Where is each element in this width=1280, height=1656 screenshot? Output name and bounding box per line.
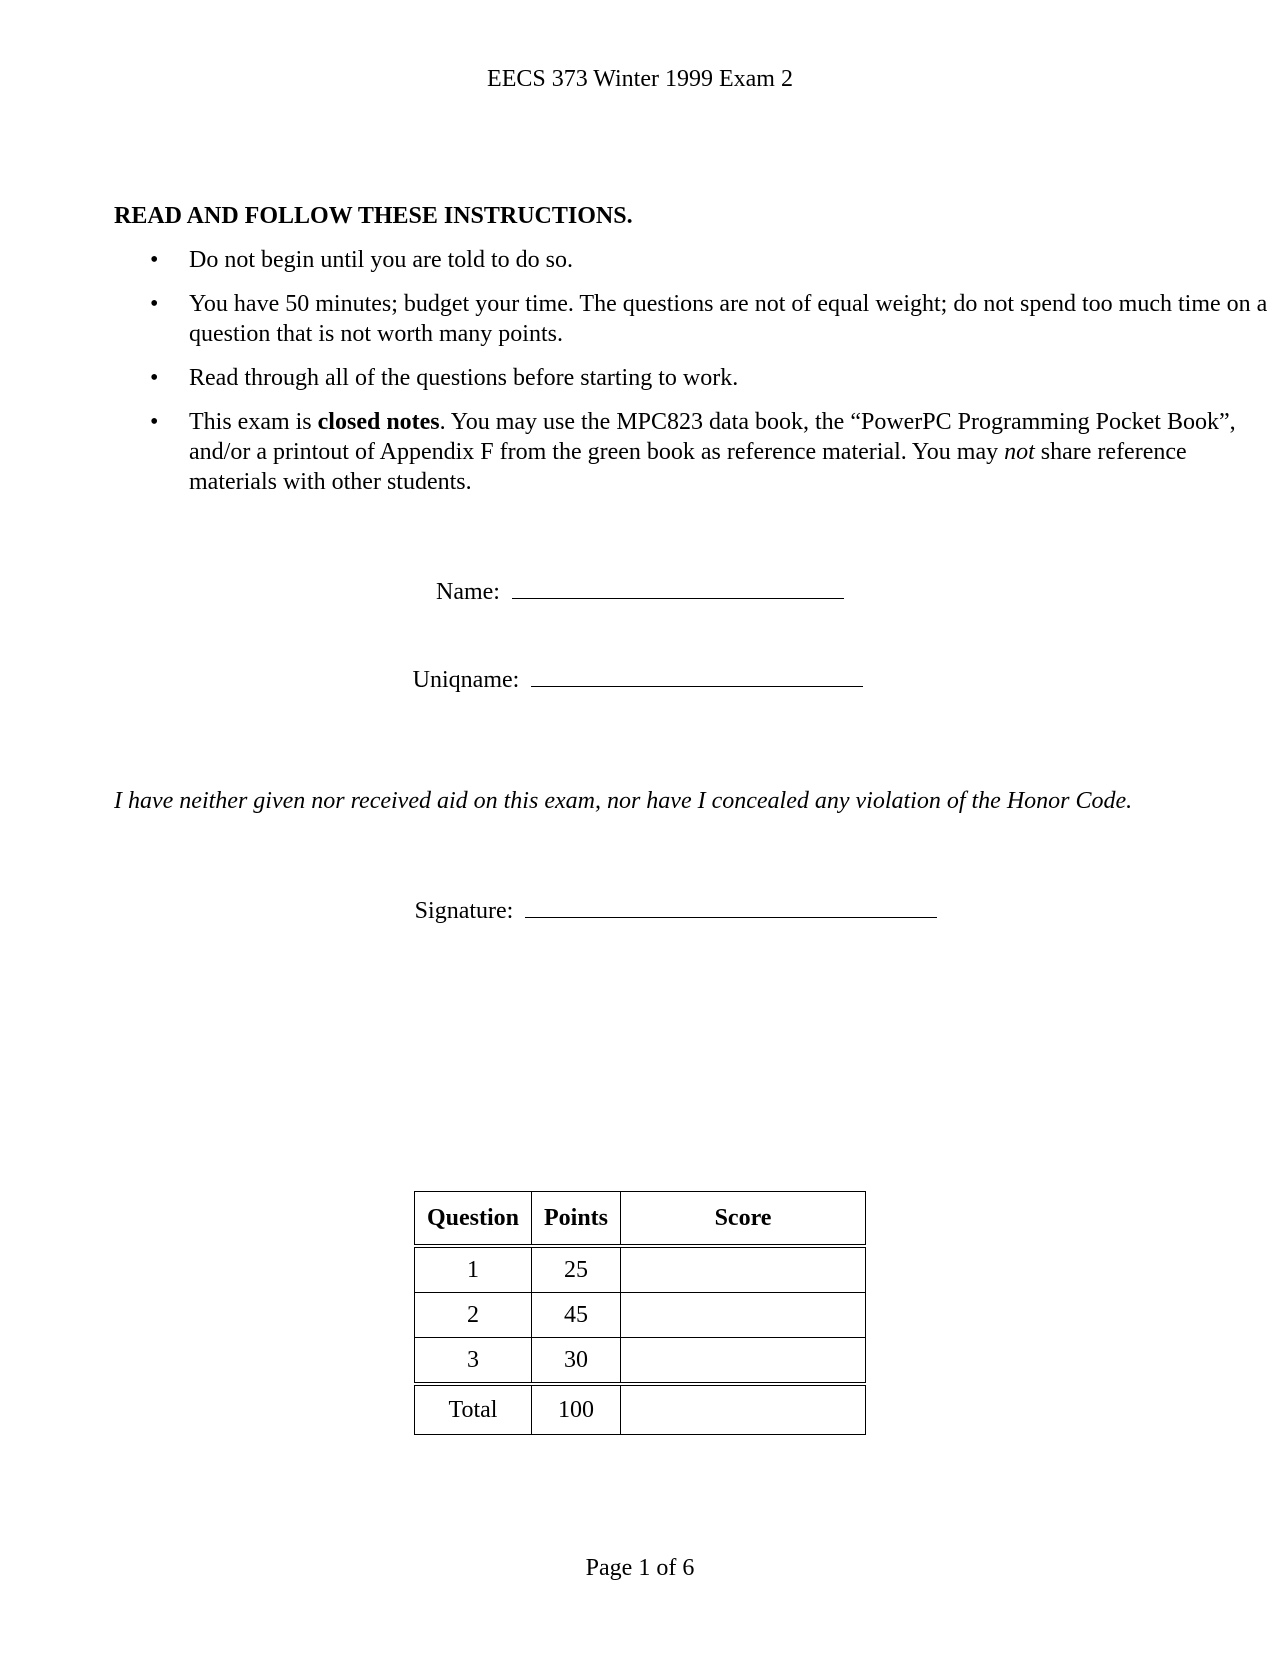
total-score[interactable]	[621, 1384, 866, 1435]
uniqname-blank[interactable]	[531, 666, 863, 687]
page-number: Page 1 of 6	[585, 1555, 695, 1581]
table-header-row	[415, 1192, 866, 1247]
points-cell: 30	[532, 1338, 621, 1385]
instructions-title: READ AND FOLLOW THESE INSTRUCTIONS.	[114, 203, 633, 229]
signature-label: Signature:	[414, 898, 514, 924]
points-cell: 25	[532, 1246, 621, 1293]
signature-field	[36, 897, 1280, 925]
instruction-text-part: share reference materials with other students.	[189, 439, 1187, 495]
bullet-icon: •	[150, 247, 159, 273]
instruction-emphasis-italic: not	[1004, 439, 1035, 465]
total-row	[415, 1384, 866, 1435]
instruction-item	[114, 289, 1268, 349]
score-cell[interactable]	[621, 1293, 866, 1338]
score-table	[414, 1191, 866, 1435]
name-label: Name:	[436, 579, 500, 605]
header-points: Points	[532, 1192, 621, 1247]
instruction-text: You have 50 minutes; budget your time. The questions are not of equal weight; do not spend too much time on a question that is not worth many points.	[189, 291, 1268, 347]
signature-blank[interactable]	[525, 897, 937, 918]
instruction-emphasis-bold: closed notes	[317, 409, 440, 435]
bullet-icon: •	[150, 291, 159, 317]
question-cell: 1	[415, 1246, 532, 1293]
name-blank[interactable]	[512, 578, 844, 599]
header-question: Question	[415, 1192, 532, 1247]
total-label: Total	[415, 1384, 532, 1435]
honor-statement: I have neither given nor received aid on this exam, nor have I concealed any violation of the Honor Code.	[114, 788, 1133, 814]
table-row	[415, 1246, 866, 1293]
page-header: EECS 373 Winter 1999 Exam 2	[487, 66, 793, 92]
table-row	[415, 1338, 866, 1385]
table-row	[415, 1293, 866, 1338]
instruction-text: Read through all of the questions before starting to work.	[189, 365, 739, 391]
bullet-icon: •	[150, 365, 159, 391]
question-cell: 3	[415, 1338, 532, 1385]
instruction-item	[114, 245, 1194, 275]
name-field	[0, 578, 1280, 606]
bullet-icon: •	[150, 409, 159, 435]
instruction-item	[114, 407, 1236, 497]
header-score: Score	[621, 1192, 866, 1247]
instruction-text	[189, 407, 1269, 497]
score-cell[interactable]	[621, 1338, 866, 1385]
instructions-list	[114, 245, 1268, 511]
instruction-text: Do not begin until you are told to do so.	[189, 247, 573, 273]
uniqname-label: Uniqname:	[412, 667, 520, 693]
total-points: 100	[532, 1384, 621, 1435]
instruction-text-part: . You may use the MPC823 data book, the “PowerPC Programming Pocket Book”, and/or a printout of Appendix F from the green book as reference material. You may	[189, 409, 1236, 465]
question-cell: 2	[415, 1293, 532, 1338]
instruction-item	[114, 363, 1194, 393]
instruction-text-part: This exam is	[189, 409, 318, 435]
points-cell: 45	[532, 1293, 621, 1338]
uniqname-field	[0, 666, 1278, 694]
score-cell[interactable]	[621, 1246, 866, 1293]
